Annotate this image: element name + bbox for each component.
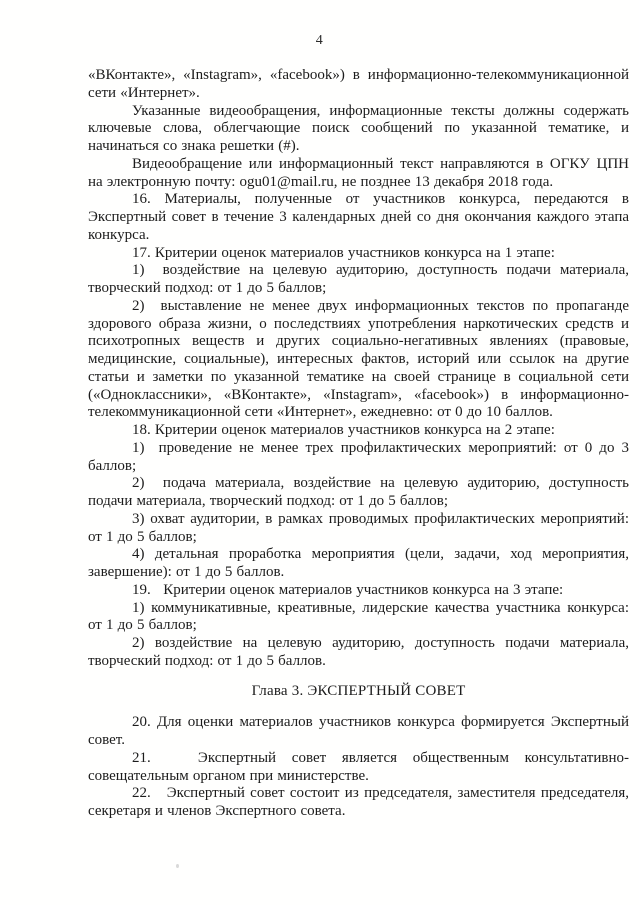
paragraph: 18. Критерии оценок материалов участников конкурса на 2 этапе: (132, 422, 555, 438)
paragraphs-before-heading (88, 67, 629, 671)
document-body (88, 67, 629, 821)
paragraph: 17. Критерии оценок материалов участников конкурса на 1 этапе: (132, 244, 555, 261)
paragraph: 2) воздействие на целевую аудиторию, доступность подачи материала, творческий подход: от 1 до 5 баллов. (88, 635, 629, 669)
paragraph: 3) охват аудитории, в рамках проводимых профилактических мероприятий: от 1 до 5 баллов; (88, 510, 629, 545)
paragraph: Видеообращение или информационный текст направляются в ОГКУ ЦПН на электронную почту: ogu01@mail.ru, не позднее 13 декабря 2018 года. (88, 155, 629, 190)
paragraph: 21. Экспертный совет является общественным консультативно-совещательным органом при министерстве. (88, 749, 629, 784)
paragraph: 16. Материалы, полученные от участников конкурса, передаются в Экспертный совет в течение 3 календарных дней со дня окончания каждого этапа конкурса. (88, 191, 629, 243)
paragraph: Указанные видеообращения, информационные тексты должны содержать ключевые слова, облегчающие поиск сообщений по указанной тематике, и начинаться со знака решетки (#). (88, 102, 629, 154)
paragraph: 19. Критерии оценок материалов участников конкурса на 3 этапе: (132, 581, 564, 598)
paragraph: 20. Для оценки материалов участников конкурса формируется Экспертный совет. (88, 714, 629, 748)
paragraph: 4) детальная проработка мероприятия (цели, задачи, ход мероприятия, завершение): от 1 до 5 баллов. (88, 546, 629, 580)
chapter-heading: Глава 3. ЭКСПЕРТНЫЙ СОВЕТ (251, 682, 466, 699)
paragraph: 1) коммуникативные, креативные, лидерские качества участника конкурса: от 1 до 5 баллов; (88, 599, 629, 634)
scan-artifact-speck (176, 864, 179, 868)
paragraph: 1) проведение не менее трех профилактических мероприятий: от 0 до 3 баллов; (88, 439, 629, 474)
paragraph: 22. Экспертный совет состоит из председателя, заместителя председателя, секретаря и членов Экспертного совета. (88, 785, 629, 819)
paragraph: 2) выставление не менее двух информационных текстов по пропаганде здорового образа жизни, о последствиях употребления наркотических средств и психотропных веществ и других социально-негативных явлениях (правовые, медицинские, социальные), интересных фактов, историй или ссылок на другие статьи и заметки по указанной тематике на своей странице в социальной сети («Одноклассники», «ВКонтакте», «Instagram», «facebook») в информационно-телекоммуникационной сети «Интернет», ежедневно: от 0 до 10 баллов. (88, 297, 629, 421)
paragraphs-after-heading (88, 714, 629, 821)
paragraph: «ВКонтакте», «Instagram», «facebook») в информационно-телекоммуникационной сети «Интернет». (88, 67, 629, 101)
page-number: 4 (315, 33, 324, 48)
paragraph: 2) подача материала, воздействие на целевую аудиторию, доступность подачи материала, творческий подход: от 1 до 5 баллов; (88, 475, 629, 509)
paragraph: 1) воздействие на целевую аудиторию, доступность подачи материала, творческий подход: от 1 до 5 баллов; (88, 262, 629, 296)
